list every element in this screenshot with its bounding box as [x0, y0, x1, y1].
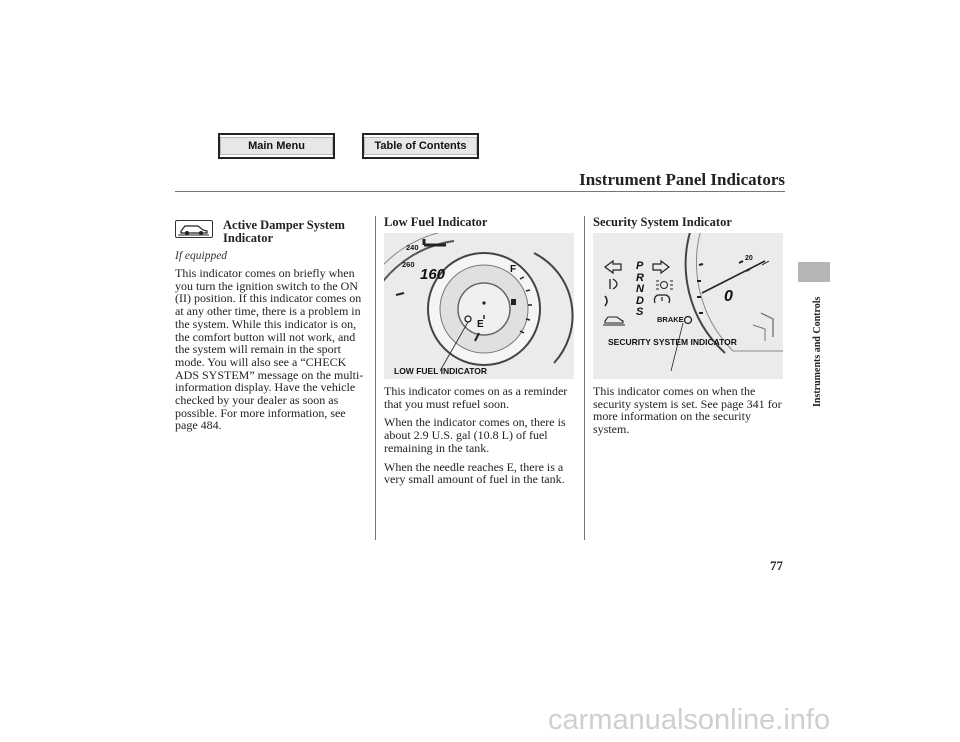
- security-panel-illustration: [593, 233, 783, 379]
- low-fuel-para-3: When the needle reaches E, there is a very small amount of fuel in the tank.: [384, 459, 565, 487]
- gauge-tick-260: 260: [402, 260, 415, 269]
- gear-n: N: [636, 283, 644, 295]
- main-menu-button[interactable]: [218, 133, 335, 159]
- active-damper-heading: Active Damper System Indicator: [223, 218, 345, 245]
- gauge-tick-160: 160: [420, 266, 446, 283]
- gear-r: R: [636, 271, 644, 284]
- section-label: Instruments and Controls: [812, 296, 823, 407]
- section-tab: [798, 262, 830, 282]
- gear-position-letters: [636, 261, 644, 319]
- low-fuel-para-2: When the indicator comes on, there is about 2.9 U.S. gal (10.8 L) of fuel remaining in the tank.: [384, 415, 566, 455]
- security-section: [593, 216, 785, 436]
- page-number: 77: [770, 558, 783, 573]
- table-of-contents-button[interactable]: [362, 133, 479, 159]
- active-damper-indicator-icon: [175, 220, 213, 238]
- low-fuel-para-1: This indicator comes on as a reminder that you must refuel soon.: [384, 384, 568, 411]
- table-of-contents-label: Table of Contents: [364, 137, 477, 155]
- gauge-tick-240: 240: [406, 243, 419, 252]
- security-figure-label: SECURITY SYSTEM INDICATOR: [608, 337, 737, 347]
- security-heading: Security System Indicator: [593, 215, 732, 229]
- column-divider: [375, 216, 376, 540]
- main-menu-label: Main Menu: [220, 137, 333, 155]
- security-body: This indicator comes on when the security system is set. See page 341 for more information on the security system.: [593, 384, 782, 437]
- gear-s: S: [636, 306, 644, 318]
- header-rule: [175, 191, 785, 192]
- low-fuel-figure-label: LOW FUEL INDICATOR: [394, 366, 488, 376]
- fuel-gauge-illustration: [384, 233, 574, 379]
- gear-p: P: [636, 260, 644, 272]
- fuel-empty-label: E: [477, 319, 484, 330]
- watermark: carmanualsonline.info: [548, 704, 831, 736]
- speed-tick-0: 0: [724, 288, 733, 305]
- gear-d: D: [636, 294, 644, 307]
- low-fuel-figure: [384, 233, 574, 379]
- column-divider: [584, 216, 585, 540]
- fuel-full-label: F: [510, 264, 517, 275]
- page-title: Instrument Panel Indicators: [579, 170, 785, 189]
- security-figure: [593, 233, 783, 379]
- speed-tick-20: 20: [745, 255, 753, 262]
- if-equipped-note: If equipped: [175, 250, 228, 262]
- low-fuel-section: [384, 216, 576, 486]
- low-fuel-heading: Low Fuel Indicator: [384, 215, 488, 229]
- brake-indicator-label: BRAKE: [657, 315, 684, 324]
- active-damper-body: This indicator comes on briefly when you turn the ignition switch to the ON (II) position. If this indicator comes on at any other time, there is a problem in the system. While this indicator is on, the comfort button will not work, and the system will remain in the sport mode. You will also see a “CHECK ADS SYSTEM” message on the multi-information display. Have the vehicle checked by your dealer as soon as possible. For more information, see page 484.: [175, 266, 364, 433]
